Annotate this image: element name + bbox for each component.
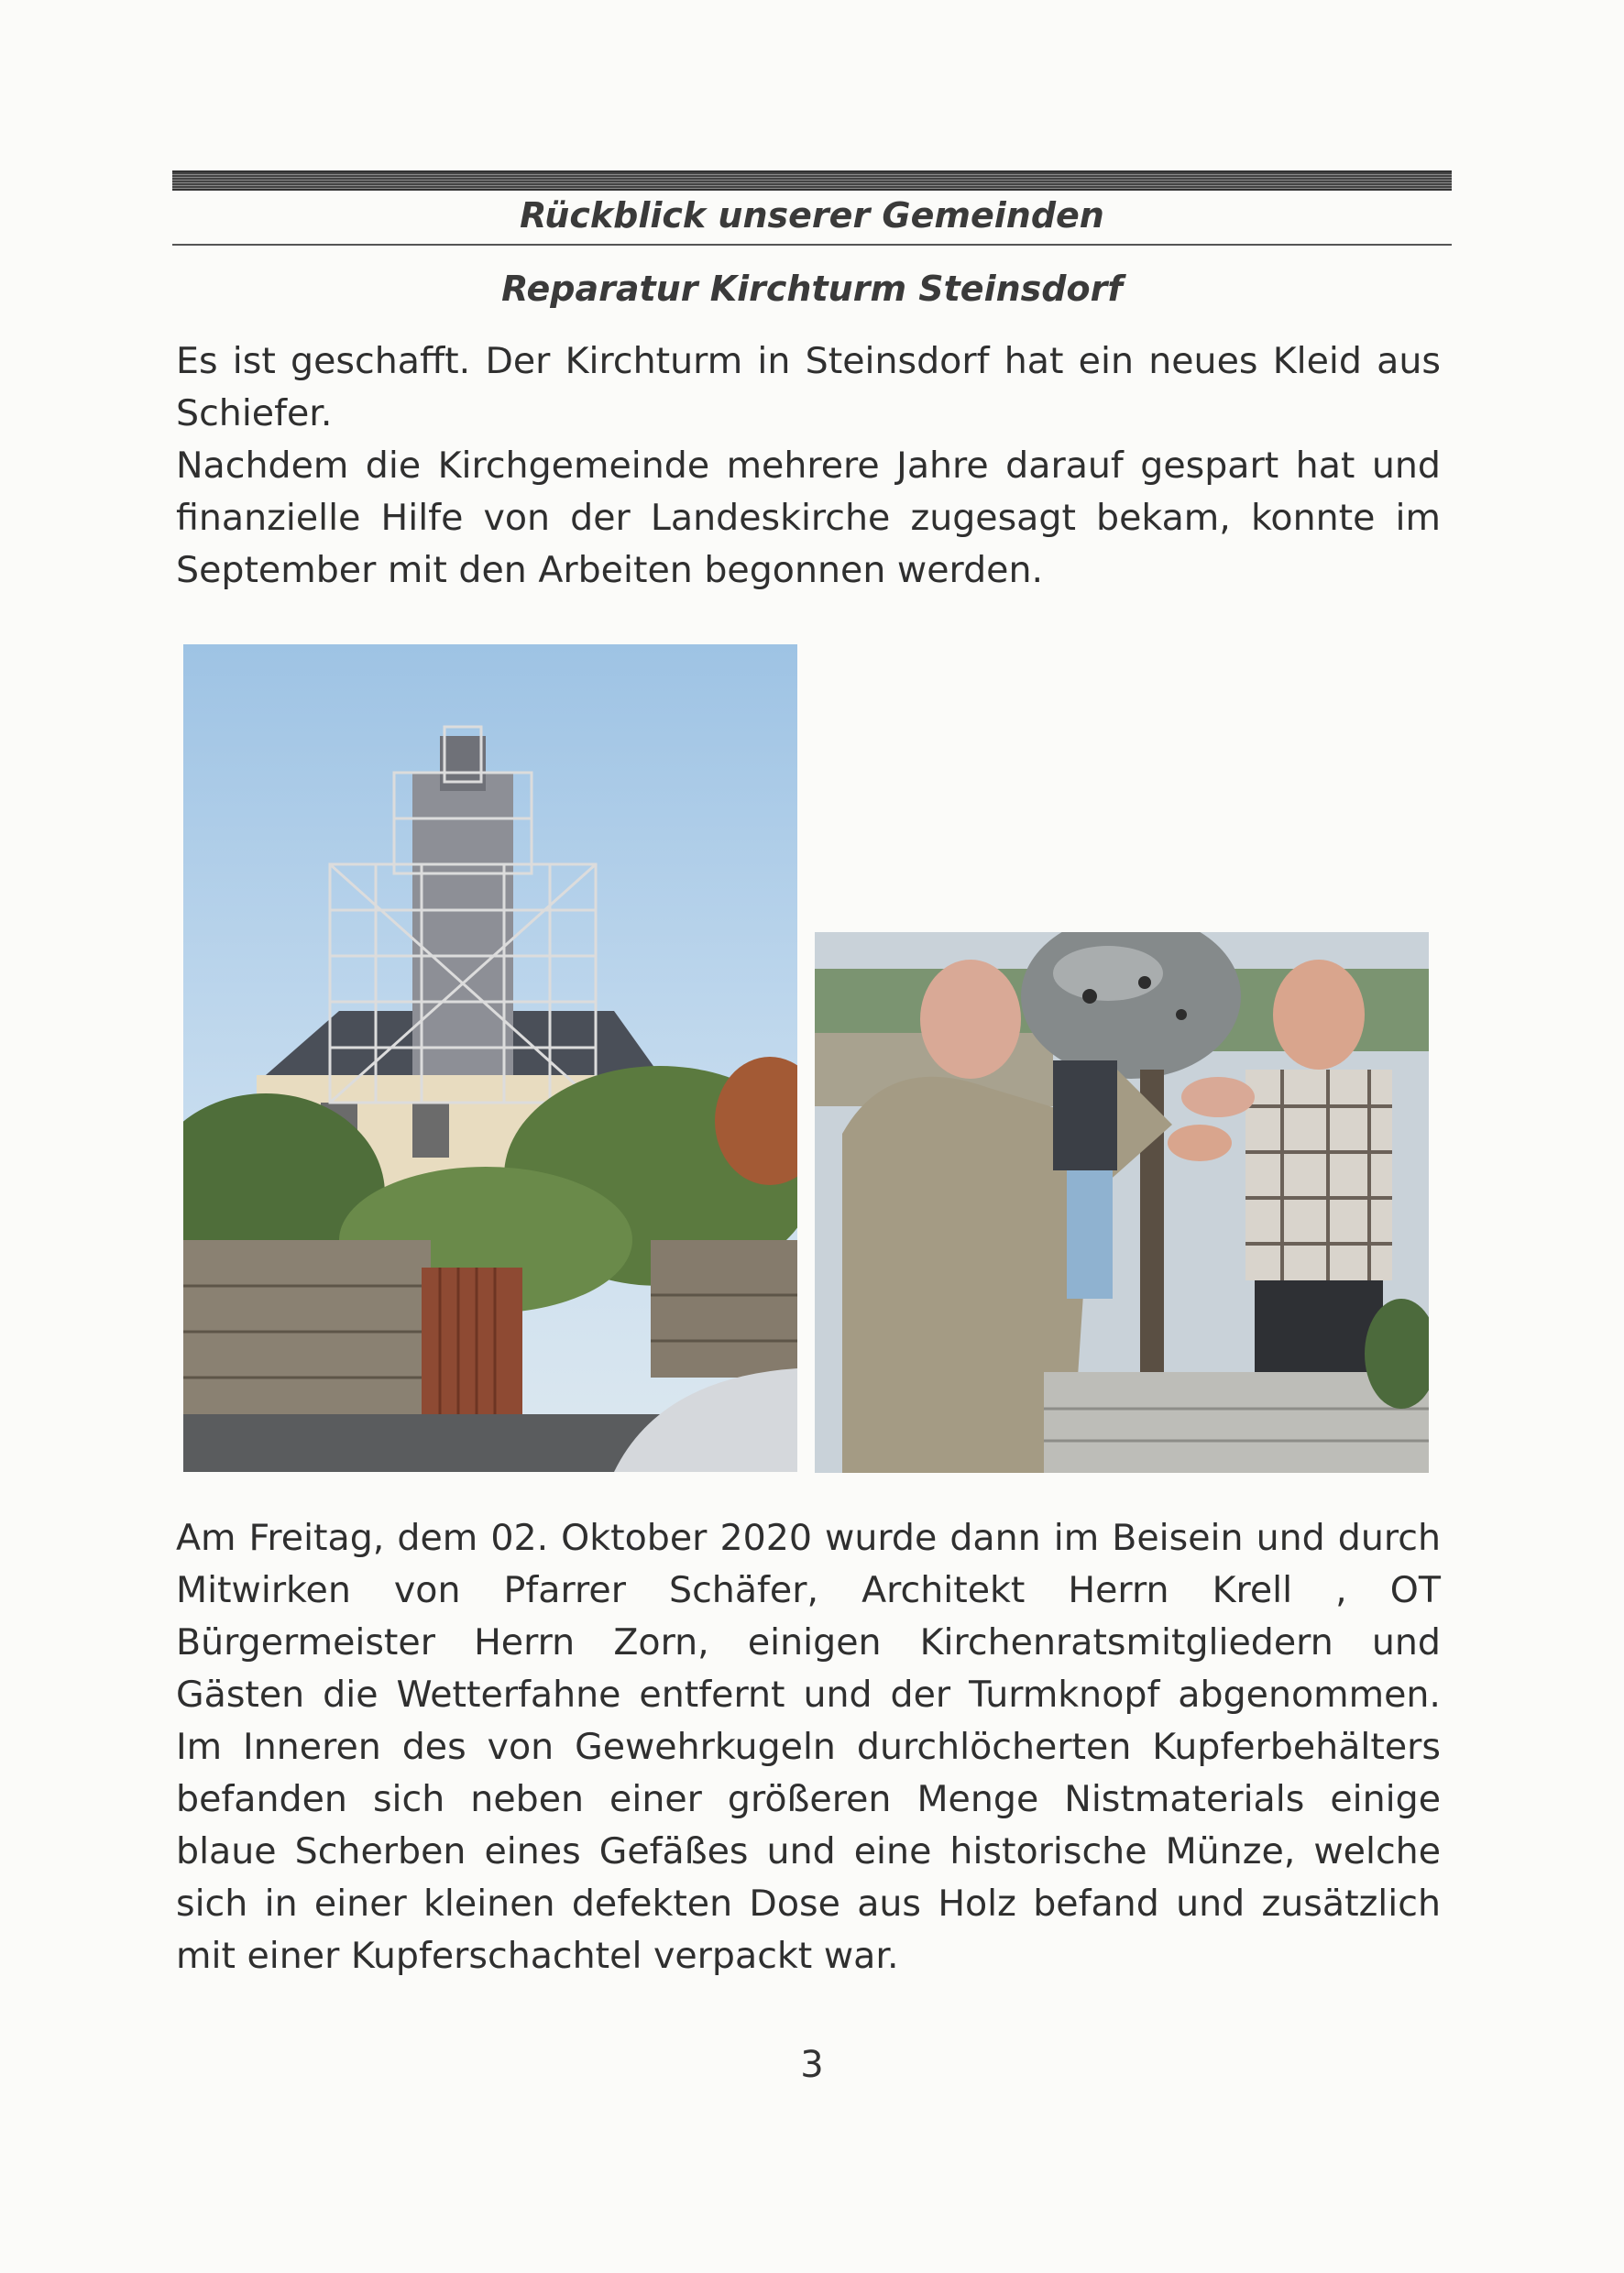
article-title: Reparatur Kirchturm Steinsdorf <box>501 269 1123 309</box>
tower-knob-removal-photo <box>815 932 1429 1473</box>
intro-text <box>176 335 1441 597</box>
page-number: 3 <box>800 2044 824 2086</box>
church-scaffolding-photo <box>183 644 797 1472</box>
section-heading: Rückblick unserer Gemeinden <box>520 195 1104 236</box>
heading-divider <box>172 244 1452 246</box>
intro-paragraph-1: Es ist geschafft. Der Kirchturm in Steinsdorf hat ein neues Kleid aus Schiefer. <box>176 340 1441 434</box>
body-paragraph: Am Freitag, dem 02. Oktober 2020 wurde dann im Beisein und durch Mitwirken von Pfarrer Schäfer, Architekt Herrn Krell , OT Bürgermeister Herrn Zorn, einigen Kirchenratsmitgliedern und Gästen die Wetterfahne entfernt und der Turmknopf abgenommen. Im Inneren des von Gewehrkugeln durchlöcherten Kupferbehälters befanden sich neben einer größeren Menge Nistmaterials einige blaue Scherben eines Gefäßes und eine historische Münze, welche sich in einer kleinen defekten Dose aus Holz befand und zusätzlich mit einer Kupferschachtel verpackt war. <box>176 1517 1441 1977</box>
intro-paragraph-2: Nachdem die Kirchgemeinde mehrere Jahre darauf gespart hat und finanzielle Hilfe von der Landeskirche zugesagt bekam, konnte im September mit den Arbeiten begonnen werden. <box>176 445 1441 591</box>
body-text <box>176 1512 1441 1982</box>
header-rule-bar <box>172 170 1452 191</box>
